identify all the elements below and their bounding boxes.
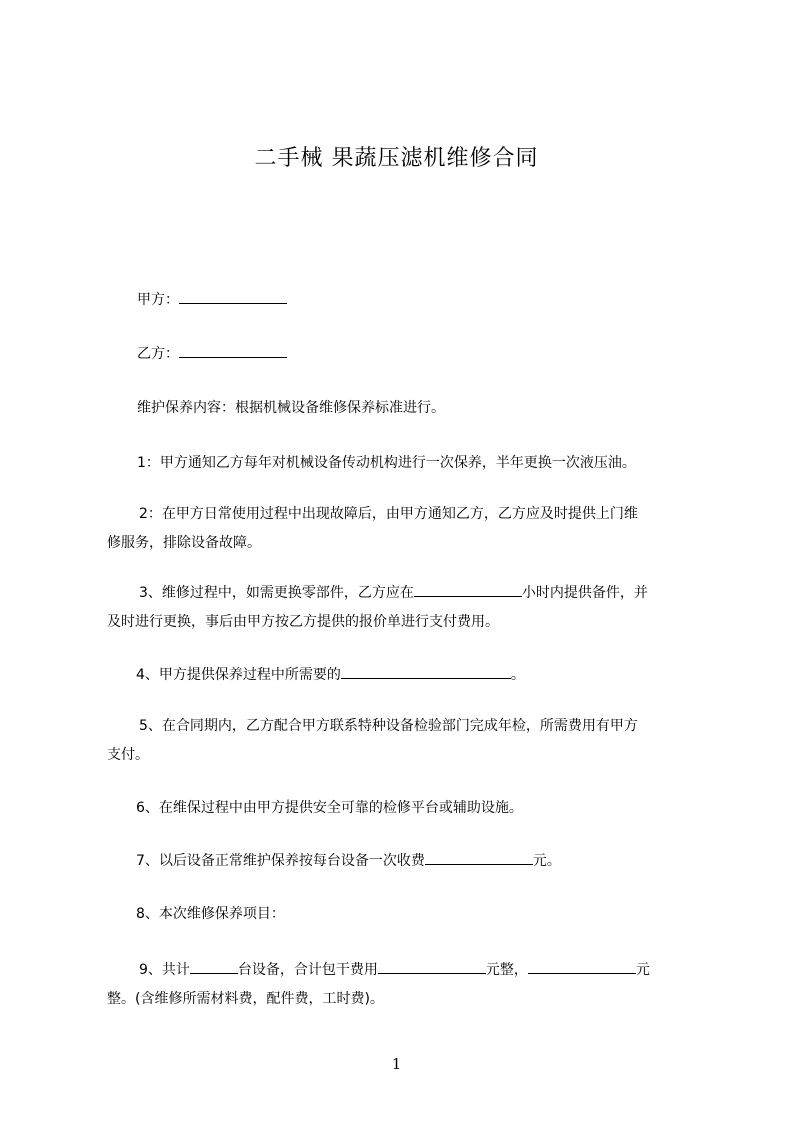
clause-4-blank bbox=[341, 666, 511, 679]
clause-7 bbox=[136, 847, 736, 876]
clause-1: 1：甲方通知乙方每年对机械设备传动机构进行一次保养，半年更换一次液压油。 bbox=[137, 455, 636, 471]
clause-6: 6、在维保过程中由甲方提供安全可靠的检修平台或辅助设施。 bbox=[136, 800, 523, 816]
clause-7-text-pre: 7、以后设备正常维护保养按每台设备一次收费 bbox=[136, 853, 425, 869]
clause-9-blank-units bbox=[190, 961, 238, 974]
clause-2 bbox=[107, 500, 707, 558]
clause-7-text-post: 元。 bbox=[532, 853, 561, 869]
clause-3-text-post: 小时内提供备件，并 bbox=[521, 585, 648, 601]
clause-5 bbox=[107, 712, 707, 770]
clause-3-text-pre: 3、维修过程中，如需更换零部件，乙方应在 bbox=[139, 585, 414, 601]
clause-9 bbox=[107, 956, 707, 1014]
maintenance-content: 维护保养内容：根据机械设备维修保养标准进行。 bbox=[137, 400, 445, 416]
party-b-label: 乙方： bbox=[137, 346, 179, 362]
party-b-blank bbox=[179, 345, 287, 358]
clause-2-line-2: 修服务，排除设备故障。 bbox=[107, 535, 261, 551]
clause-5-line-1: 5、在合同期内，乙方配合甲方联系特种设备检验部门完成年检，所需费用有甲方 bbox=[139, 718, 638, 734]
clause-9-line-1 bbox=[107, 956, 707, 985]
page-number: 1 bbox=[391, 1055, 402, 1073]
clause-4-text-pre: 4、甲方提供保养过程中所需要的 bbox=[136, 667, 341, 683]
clause-3 bbox=[107, 579, 707, 637]
document-title: 二手械 果蔬压滤机维修合同 bbox=[254, 146, 539, 171]
clause-9-blank-amount bbox=[528, 961, 636, 974]
clause-8: 8、本次维修保养项目： bbox=[136, 906, 285, 922]
clause-9-blank-fee bbox=[378, 961, 486, 974]
clause-3-line-2: 及时进行更换，事后由甲方按乙方提供的报价单进行支付费用。 bbox=[107, 614, 499, 630]
clause-2-line-1: 2：在甲方日常使用过程中出现故障后，由甲方通知乙方，乙方应及时提供上门维 bbox=[139, 506, 638, 522]
clause-9-text-a: 9、共计 bbox=[139, 962, 190, 978]
clause-9-line-2: 整。(含维修所需材料费，配件费，工时费)。 bbox=[107, 991, 384, 1007]
clause-3-blank bbox=[414, 584, 522, 597]
clause-9-text-b: 台设备，合计包干费用 bbox=[237, 962, 378, 978]
clause-9-text-c: 元整， bbox=[485, 962, 528, 978]
clause-5-line-2: 支付。 bbox=[107, 747, 149, 763]
party-a-blank bbox=[179, 291, 287, 304]
clause-7-blank bbox=[425, 852, 533, 865]
party-b-line bbox=[137, 340, 737, 369]
clause-4-text-post: 。 bbox=[510, 667, 525, 683]
party-a-label: 甲方： bbox=[137, 292, 179, 308]
clause-3-line-1 bbox=[107, 579, 707, 608]
clause-4 bbox=[136, 661, 736, 690]
clause-9-text-d: 元 bbox=[635, 962, 650, 978]
party-a-line bbox=[137, 286, 737, 315]
